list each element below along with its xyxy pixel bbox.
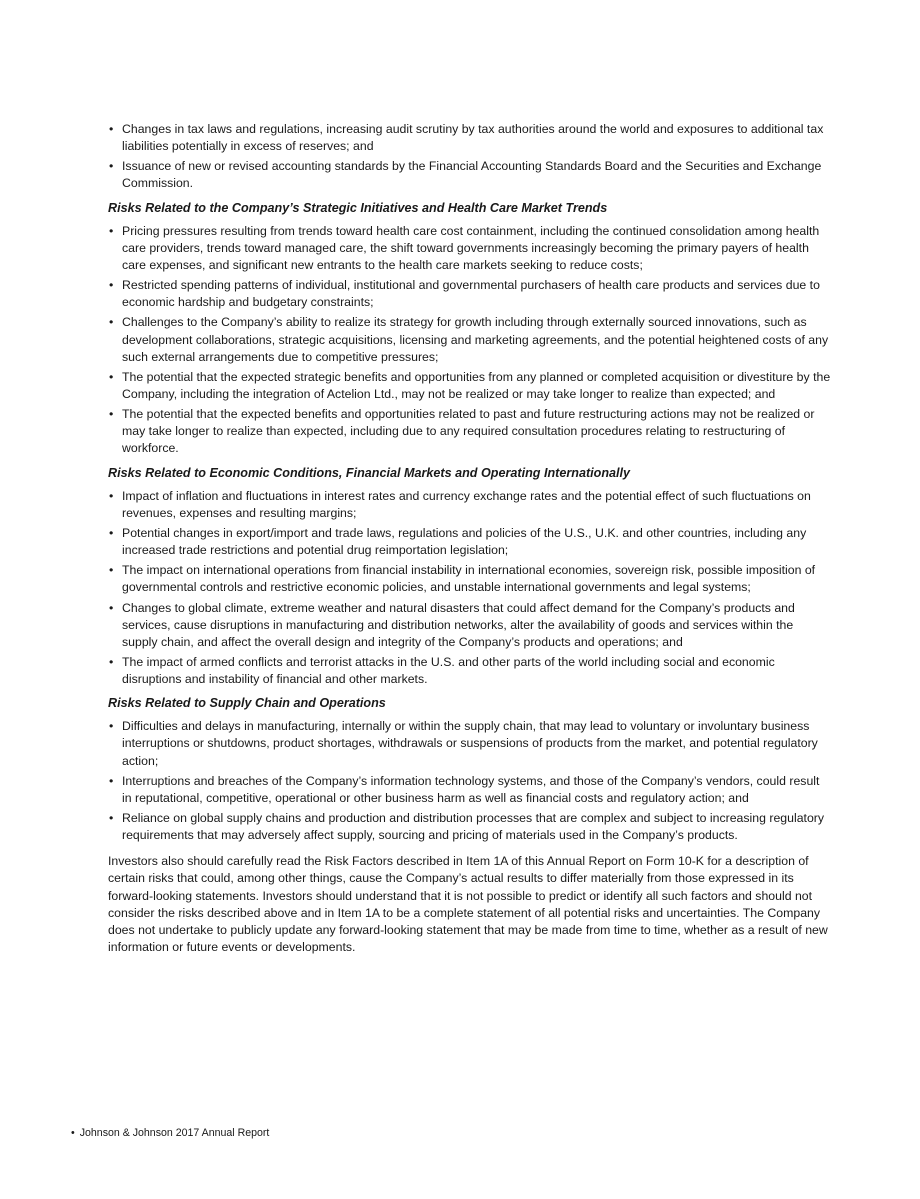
strategic-risks-list bbox=[108, 223, 832, 458]
list-item: • Impact of inflation and fluctuations in interest rates and currency exchange rates and the potential effect of such fluctuations on revenues, expenses and resulting margins; bbox=[108, 488, 832, 522]
page-footer bbox=[71, 1126, 269, 1140]
footer-bullet: • bbox=[71, 1127, 75, 1139]
section-heading-economic: Risks Related to Economic Conditions, Financial Markets and Operating Internationally bbox=[108, 465, 631, 480]
list-item: • Issuance of new or revised accounting standards by the Financial Accounting Standards Board and the Securities and Exchange Commission. bbox=[108, 158, 832, 192]
section-heading-strategic: Risks Related to the Company’s Strategic Initiatives and Health Care Market Trends bbox=[108, 200, 608, 215]
list-item: • Interruptions and breaches of the Company’s information technology systems, and those of the Company’s vendors, could result in reputational, competitive, operational or other business harm as well as financial costs and regulatory action; and bbox=[108, 773, 832, 807]
list-item: • Changes in tax laws and regulations, increasing audit scrutiny by tax authorities around the world and exposures to additional tax liabilities potentially in excess of reserves; and bbox=[108, 121, 832, 155]
list-item: • Restricted spending patterns of individual, institutional and governmental purchasers of health care products and services due to economic hardship and budgetary constraints; bbox=[108, 277, 832, 311]
list-item: • Difficulties and delays in manufacturing, internally or within the supply chain, that may lead to voluntary or involuntary business interruptions or shutdowns, product shortages, withdrawals or suspensions of products from the market, and potential regulatory action; bbox=[108, 718, 832, 769]
list-item: • The potential that the expected benefits and opportunities related to past and future restructuring actions may not be realized or may take longer to realize than expected, including due to any required consultation procedures relating to restructuring of workforce. bbox=[108, 406, 832, 457]
list-item: • The impact of armed conflicts and terrorist attacks in the U.S. and other parts of the world including social and economic disruptions and instability of financial and other markets. bbox=[108, 654, 832, 688]
list-item: • Potential changes in export/import and trade laws, regulations and policies of the U.S., U.K. and other countries, including any increased trade restrictions and potential drug reimportation legislation; bbox=[108, 525, 832, 559]
closing-paragraph: Investors also should carefully read the Risk Factors described in Item 1A of this Annual Report on Form 10-K for a description of certain risks that could, among other things, cause the Company’s actual results to differ materially from those expressed in its forward-looking statements. Investors should understand that it is not possible to predict or identify all such factors and should not consider the risks described above and in Item 1A to be a complete statement of all potential risks and uncertainties. The Company does not undertake to publicly update any forward-looking statement that may be made from time to time, whether as a result of new information or future events or developments. bbox=[108, 854, 828, 954]
document-body bbox=[108, 121, 832, 956]
economic-risks-list bbox=[108, 488, 832, 689]
supply-chain-risks-list bbox=[108, 718, 832, 844]
list-item: • The potential that the expected strategic benefits and opportunities from any planned or completed acquisition or divestiture by the Company, including the integration of Actelion Ltd., may not be realized or may take longer to realize than expected; and bbox=[108, 369, 832, 403]
footer-text: Johnson & Johnson 2017 Annual Report bbox=[79, 1127, 270, 1139]
list-item: • Reliance on global supply chains and production and distribution processes that are complex and subject to increasing regulatory requirements that may adversely affect supply, sourcing and pricing of materials used in the Company’s products. bbox=[108, 810, 832, 844]
list-item: • Changes to global climate, extreme weather and natural disasters that could affect demand for the Company’s products and services, cause disruptions in manufacturing and distribution networks, alter the availability of goods and services within the supply chain, and affect the overall design and integrity of the Company’s products and operations; and bbox=[108, 600, 832, 651]
section-heading-supply-chain: Risks Related to Supply Chain and Operations bbox=[108, 696, 386, 711]
list-item: • Challenges to the Company’s ability to realize its strategy for growth including through externally sourced innovations, such as development collaborations, strategic acquisitions, licensing and marketing agreements, and the potential heightened costs of any such external arrangements due to competitive pressures; bbox=[108, 314, 832, 365]
intro-bullet-list bbox=[108, 121, 832, 193]
list-item: • The impact on international operations from financial instability in international economies, sovereign risk, possible imposition of governmental controls and restrictive economic policies, and unstable international governments and legal systems; bbox=[108, 562, 832, 596]
list-item: • Pricing pressures resulting from trends toward health care cost containment, including the continued consolidation among health care providers, trends toward managed care, the shift toward governments increasingly becoming the primary payers of health care expenses, and significant new entrants to the health care markets seeking to reduce costs; bbox=[108, 223, 832, 274]
